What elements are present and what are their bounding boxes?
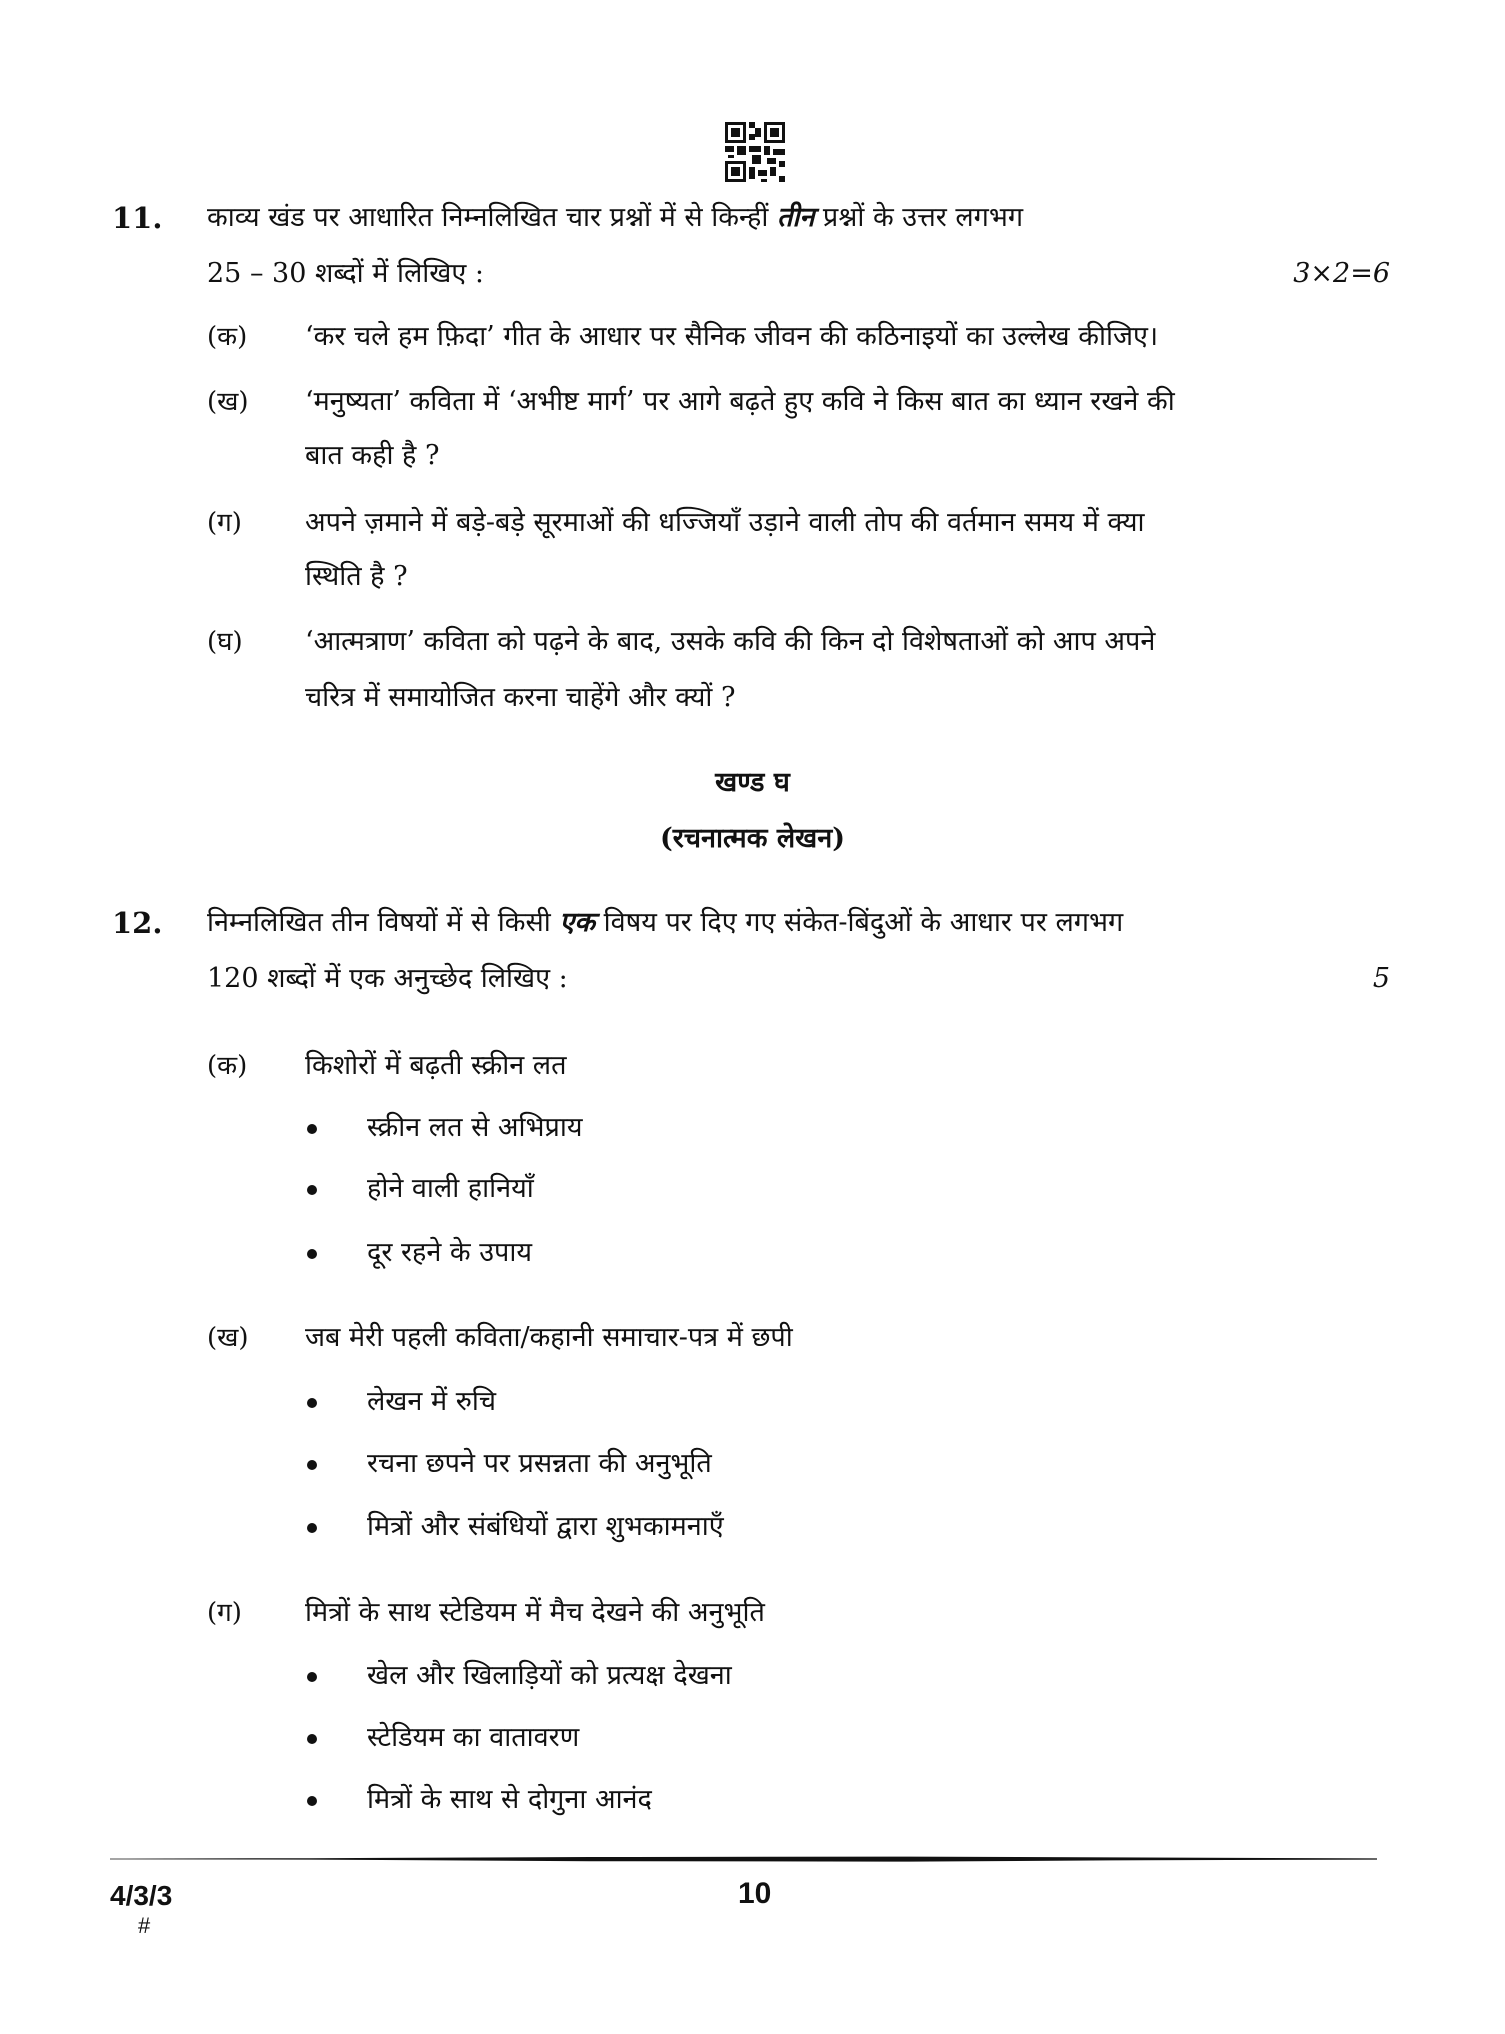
option-text: स्थिति है ?	[305, 561, 408, 592]
question-number: 12.	[112, 906, 163, 940]
question-instruction-line2: 25 – 30 शब्दों में लिखिए :	[207, 258, 484, 289]
topic-point: होने वाली हानियाँ	[367, 1173, 534, 1204]
paper-code: 4/3/3	[110, 1880, 173, 1911]
option-text: ‘मनुष्यता’ कविता में ‘अभीष्ट मार्ग’ पर आगे बढ़ते हुए कवि ने किस बात का ध्यान रखने की	[305, 386, 1175, 417]
topic-point: रचना छपने पर प्रसन्नता की अनुभूति	[367, 1448, 712, 1479]
instruction-text: निम्नलिखित तीन विषयों में से किसी	[207, 907, 560, 938]
question-instruction	[207, 201, 1317, 235]
topic-point: खेल और खिलाड़ियों को प्रत्यक्ष देखना	[367, 1660, 732, 1691]
emphasis-text: तीन	[776, 202, 815, 233]
marks: 5	[1372, 963, 1390, 994]
qr-code-icon	[725, 122, 785, 182]
option-label: (ग)	[207, 508, 242, 538]
section-title: खण्ड घ	[715, 767, 790, 798]
instruction-text: विषय पर दिए गए संकेत-बिंदुओं के आधार पर लगभग	[595, 907, 1124, 938]
instruction-text: काव्य खंड पर आधारित निम्नलिखित चार प्रश्नों में से किन्हीं	[207, 202, 777, 233]
topic-point: लेखन में रुचि	[367, 1386, 496, 1417]
bullet-icon	[307, 1734, 317, 1744]
option-text: ‘आत्मत्राण’ कविता को पढ़ने के बाद, उसके कवि की किन दो विशेषताओं को आप अपने	[305, 626, 1156, 657]
bullet-icon	[307, 1185, 317, 1195]
emphasis-text: एक	[559, 907, 596, 938]
question-number: 11.	[112, 201, 163, 235]
topic-title: मित्रों के साथ स्टेडियम में मैच देखने की अनुभूति	[305, 1597, 765, 1628]
bullet-icon	[307, 1672, 317, 1682]
bullet-icon	[307, 1523, 317, 1533]
bullet-icon	[307, 1460, 317, 1470]
topic-title: जब मेरी पहली कविता/कहानी समाचार-पत्र में छपी	[305, 1322, 793, 1353]
option-text: अपने ज़माने में बड़े-बड़े सूरमाओं की धज्जियाँ उड़ाने वाली तोप की वर्तमान समय में क्या	[305, 507, 1145, 538]
question-instruction-line2: 120 शब्दों में एक अनुच्छेद लिखिए :	[207, 963, 568, 994]
page-number: 10	[738, 1877, 772, 1910]
bullet-icon	[307, 1249, 317, 1259]
option-label: (क)	[207, 322, 248, 352]
marks: 3×2=6	[1293, 258, 1390, 289]
option-label: (ख)	[207, 387, 249, 417]
option-text: बात कही है ?	[305, 440, 440, 471]
topic-label: (ख)	[207, 1323, 249, 1353]
question-instruction	[207, 906, 1123, 940]
topic-point: स्टेडियम का वातावरण	[367, 1722, 580, 1753]
bullet-icon	[307, 1796, 317, 1806]
bullet-icon	[307, 1124, 317, 1134]
option-text: ‘कर चले हम फ़िदा’ गीत के आधार पर सैनिक जीवन की कठिनाइयों का उल्लेख कीजिए।	[305, 321, 1159, 352]
footer-mark: #	[138, 1913, 151, 1938]
topic-point: मित्रों और संबंधियों द्वारा शुभकामनाएँ	[367, 1511, 724, 1542]
topic-point: स्क्रीन लत से अभिप्राय	[367, 1112, 583, 1143]
instruction-text: प्रश्नों के उत्तर लगभग	[814, 202, 1024, 233]
topic-point: मित्रों के साथ से दोगुना आनंद	[367, 1784, 652, 1815]
bullet-icon	[307, 1398, 317, 1408]
footer-rule	[110, 1856, 1377, 1862]
section-subtitle: (रचनात्मक लेखन)	[660, 823, 845, 854]
topic-label: (क)	[207, 1051, 248, 1081]
topic-title: किशोरों में बढ़ती स्क्रीन लत	[305, 1050, 567, 1081]
topic-point: दूर रहने के उपाय	[367, 1237, 533, 1268]
option-label: (घ)	[207, 627, 243, 657]
option-text: चरित्र में समायोजित करना चाहेंगे और क्यों ?	[305, 682, 736, 713]
topic-label: (ग)	[207, 1598, 242, 1628]
